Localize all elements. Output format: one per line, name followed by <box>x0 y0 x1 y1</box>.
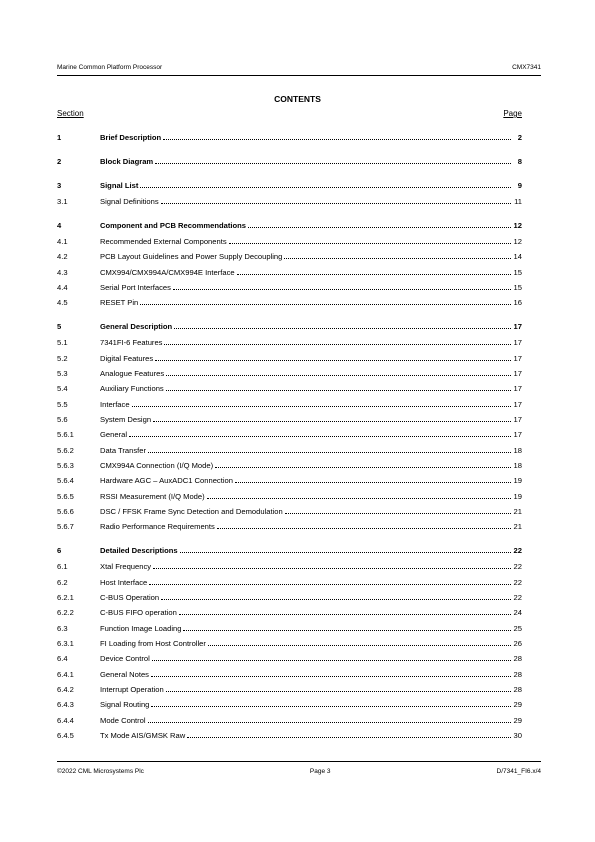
toc-dot-leader <box>129 429 511 437</box>
toc-entry-title[interactable]: Xtal Frequency <box>100 562 152 572</box>
toc-entry[interactable] <box>57 699 522 710</box>
toc-entry[interactable] <box>57 267 522 278</box>
toc-entry-page: 14 <box>513 252 522 262</box>
toc-dot-leader <box>180 545 511 553</box>
toc-dot-leader <box>155 353 511 361</box>
column-headings <box>57 109 522 118</box>
toc-entry-title[interactable]: Signal Routing <box>100 700 150 710</box>
toc-entry-page: 9 <box>517 181 522 190</box>
toc-entry-page: 17 <box>513 399 522 409</box>
toc-entry-page: 28 <box>513 669 522 679</box>
toc-entry-number: 4.4 <box>57 283 68 292</box>
toc-entry-number: 5.6.1 <box>57 430 74 440</box>
page-header <box>57 64 541 76</box>
toc-entry[interactable] <box>57 383 522 394</box>
toc-entry-number: 6.4.1 <box>57 669 74 679</box>
toc-entry-number: 4 <box>57 221 62 230</box>
toc-entry[interactable] <box>57 282 522 293</box>
toc-entry-title[interactable]: Serial Port Interfaces <box>100 283 171 292</box>
toc-entry-number: 6.2.2 <box>57 608 74 618</box>
toc-entry-page: 29 <box>513 715 522 725</box>
toc-entry-title[interactable]: PCB Layout Guidelines and Power Supply Decoupling <box>100 252 283 262</box>
toc-entry[interactable] <box>57 353 522 364</box>
toc-entry-number: 6.4 <box>57 654 68 664</box>
toc-entry-number: 5.1 <box>57 338 68 348</box>
toc-entry-title[interactable]: Analogue Features <box>100 369 165 378</box>
toc-entry[interactable] <box>57 445 522 456</box>
toc-dot-leader <box>164 337 511 345</box>
toc-entry[interactable] <box>57 236 522 247</box>
toc-entry[interactable] <box>57 607 522 618</box>
toc-dot-leader <box>163 132 511 140</box>
toc-entry[interactable] <box>57 156 522 167</box>
toc-entry-number: 4.1 <box>57 237 68 246</box>
toc-entry-title[interactable]: Mode Control <box>100 715 146 725</box>
toc-entry-page: 21 <box>513 522 522 532</box>
toc-entry-number: 6.2.1 <box>57 592 74 602</box>
footer-page-number: Page 3 <box>309 768 331 775</box>
toc-entry-page: 19 <box>513 491 522 501</box>
toc-entry-number: 1 <box>57 133 62 142</box>
toc-dot-leader <box>148 715 511 723</box>
toc-entry-page: 12 <box>513 221 522 230</box>
toc-entry-number: 3 <box>57 181 62 190</box>
toc-dot-leader <box>208 638 511 646</box>
toc-dot-leader <box>140 297 511 305</box>
toc-entry-page: 18 <box>513 445 522 455</box>
toc-entry[interactable] <box>57 684 522 695</box>
toc-entry-page: 2 <box>517 133 522 142</box>
toc-entry-page: 30 <box>513 730 522 740</box>
toc-entry-number: 2 <box>57 157 62 166</box>
toc-dot-leader <box>217 521 511 529</box>
toc-entry-number: 5.3 <box>57 369 68 378</box>
toc-entry-title[interactable]: Interrupt Operation <box>100 684 164 694</box>
toc-entry[interactable] <box>57 196 522 207</box>
toc-entry[interactable] <box>57 297 522 308</box>
toc-entry-page: 19 <box>513 476 522 486</box>
toc-entry-page: 17 <box>513 415 522 424</box>
toc-entry[interactable] <box>57 730 522 741</box>
toc-dot-leader <box>166 368 511 376</box>
toc-entry-page: 22 <box>513 577 522 587</box>
toc-entry-number: 6.4.3 <box>57 700 74 710</box>
toc-entry-page: 11 <box>514 197 522 206</box>
toc-entry-title[interactable]: Tx Mode AIS/GMSK Raw <box>100 730 186 740</box>
toc-dot-leader <box>237 267 511 275</box>
toc-entry-page: 18 <box>513 461 522 470</box>
toc-dot-leader <box>152 653 511 661</box>
toc-entry-number: 5.6.6 <box>57 506 74 516</box>
toc-entry[interactable] <box>57 220 522 231</box>
toc-entry-title[interactable]: RSSI Measurement (I/Q Mode) <box>100 491 205 501</box>
toc-entry-page: 24 <box>513 608 522 618</box>
page-footer <box>57 761 541 775</box>
toc-dot-leader <box>285 506 511 514</box>
toc-entry-title[interactable]: Data Transfer <box>100 445 147 455</box>
toc-entry[interactable] <box>57 506 522 517</box>
toc-entry-number: 5.5 <box>57 399 68 409</box>
toc-dot-leader <box>248 220 511 228</box>
toc-entry-title[interactable]: General Notes <box>100 669 149 679</box>
toc-entry-title[interactable]: RESET Pin <box>100 298 139 308</box>
toc-entry-number: 4.5 <box>57 298 68 308</box>
footer-copyright: ©2022 CML Microsystems Plc <box>57 768 144 775</box>
toc-entry-page: 12 <box>513 237 522 246</box>
toc-entry-title[interactable]: Radio Performance Requirements <box>100 522 215 532</box>
toc-entry-title[interactable]: Hardware AGC – AuxADC1 Connection <box>100 476 233 486</box>
toc-entry-title[interactable]: General <box>100 430 128 440</box>
toc-dot-leader <box>149 577 511 585</box>
toc-entry[interactable] <box>57 653 522 664</box>
toc-entry-number: 6 <box>57 546 62 556</box>
toc-dot-leader <box>166 684 511 692</box>
toc-entry-title[interactable]: Signal Definitions <box>100 197 159 206</box>
toc-entry-number: 5.6.5 <box>57 491 74 501</box>
toc-entry-page: 16 <box>513 298 522 308</box>
toc-entry-number: 4.2 <box>57 252 68 262</box>
toc-entry-number: 6.3 <box>57 623 68 633</box>
toc-entry[interactable] <box>57 337 522 348</box>
toc-entry-title[interactable]: C-BUS FIFO operation <box>100 608 177 618</box>
toc-entry-number: 5.6.2 <box>57 445 74 455</box>
toc-entry[interactable] <box>57 321 522 332</box>
toc-entry-page: 17 <box>513 430 522 440</box>
toc-entry-page: 28 <box>513 684 522 694</box>
toc-dot-leader <box>207 491 511 499</box>
toc-entry-page: 17 <box>513 384 522 394</box>
toc-entry-title[interactable]: Recommended External Components <box>100 237 227 246</box>
toc-entry[interactable] <box>57 545 522 556</box>
toc-dot-leader <box>284 251 511 259</box>
header-product-name: Marine Common Platform Processor <box>57 64 163 71</box>
toc-entry-title[interactable]: Digital Features <box>100 353 154 363</box>
toc-entry[interactable] <box>57 715 522 726</box>
toc-entry-title[interactable]: Brief Description <box>100 133 162 142</box>
toc-dot-leader <box>187 730 511 738</box>
toc-entry-number: 5.2 <box>57 353 68 363</box>
toc-dot-leader <box>132 399 511 407</box>
toc-entry-page: 22 <box>513 592 522 602</box>
toc-entry-title[interactable]: CMX994/CMX994A/CMX994E Interface <box>100 267 235 277</box>
toc-entry-number: 6.3.1 <box>57 638 74 648</box>
toc-entry-number: 3.1 <box>57 197 68 206</box>
toc-entry[interactable] <box>57 180 522 191</box>
toc-entry-number: 6.4.2 <box>57 684 74 694</box>
toc-entry[interactable] <box>57 592 522 603</box>
toc-dot-leader <box>173 282 511 290</box>
toc-entry[interactable] <box>57 561 522 572</box>
toc-dot-leader <box>148 445 511 453</box>
toc-entry-page: 17 <box>513 338 522 348</box>
toc-dot-leader <box>174 321 511 329</box>
toc-entry-number: 6.1 <box>57 562 68 572</box>
toc-dot-leader <box>179 607 511 615</box>
toc-entry[interactable] <box>57 251 522 262</box>
toc-entry[interactable] <box>57 521 522 532</box>
toc-entry-page: 17 <box>513 353 522 363</box>
toc-entry-page: 22 <box>513 546 522 556</box>
toc-dot-leader <box>183 623 511 631</box>
toc-entry-title[interactable]: CMX994A Connection (I/Q Mode) <box>100 461 214 470</box>
toc-entry-page: 22 <box>513 562 522 572</box>
toc-dot-leader <box>161 196 511 204</box>
toc-entry-title[interactable]: General Description <box>100 322 173 332</box>
toc-entry-page: 17 <box>513 369 522 378</box>
toc-entry-page: 8 <box>517 157 522 166</box>
toc-entry[interactable] <box>57 429 522 440</box>
toc-dot-leader <box>140 180 511 188</box>
toc-entry-number: 5.6 <box>57 415 68 424</box>
toc-entry-title[interactable]: DSC / FFSK Frame Sync Detection and Demodulation <box>100 506 283 516</box>
toc-entry[interactable] <box>57 623 522 634</box>
toc-dot-leader <box>155 156 511 164</box>
toc-entry-title[interactable]: 7341FI-6 Features <box>100 338 163 348</box>
toc-entry-page: 17 <box>513 322 522 332</box>
toc-entry[interactable] <box>57 414 522 425</box>
toc-entry[interactable] <box>57 132 522 143</box>
toc-entry-title[interactable]: Signal List <box>100 181 139 190</box>
toc-entry-page: 25 <box>513 623 522 633</box>
toc-entry[interactable] <box>57 491 522 502</box>
toc-entry-page: 26 <box>513 638 522 648</box>
toc-entry-title[interactable]: Interface <box>100 399 130 409</box>
toc-entry-title[interactable]: Function Image Loading <box>100 623 182 633</box>
toc-entry-title[interactable]: System Design <box>100 415 152 424</box>
footer-document-id: D/7341_FI6.x/4 <box>496 768 541 775</box>
toc-entry-number: 5.4 <box>57 384 68 394</box>
toc-entry-title[interactable]: Block Diagram <box>100 157 154 166</box>
toc-entry-title[interactable]: FI Loading from Host Controller <box>100 638 206 648</box>
toc-entry-number: 6.4.4 <box>57 715 74 725</box>
toc-entry[interactable] <box>57 577 522 588</box>
toc-dot-leader <box>166 383 511 391</box>
toc-dot-leader <box>153 414 511 422</box>
toc-dot-leader <box>151 669 511 677</box>
toc-entry-page: 15 <box>513 283 522 292</box>
toc-entry-title[interactable]: C-BUS Operation <box>100 592 160 602</box>
toc-dot-leader <box>153 561 511 569</box>
section-column-heading: Section <box>57 109 84 118</box>
toc-dot-leader <box>235 475 511 483</box>
toc-entry-number: 5.6.4 <box>57 476 74 486</box>
toc-entry-page: 15 <box>513 267 522 277</box>
toc-entry-title[interactable]: Device Control <box>100 654 150 664</box>
toc-entry-title[interactable]: Detailed Descriptions <box>100 546 178 556</box>
contents-title: CONTENTS <box>274 94 321 104</box>
toc-entry-page: 28 <box>513 654 522 664</box>
toc-entry-page: 21 <box>513 506 522 516</box>
toc-dot-leader <box>151 699 511 707</box>
toc-entry[interactable] <box>57 638 522 649</box>
toc-dot-leader <box>229 236 511 244</box>
toc-entry-page: 29 <box>513 700 522 710</box>
toc-entry[interactable] <box>57 475 522 486</box>
toc-entry-number: 5.6.7 <box>57 522 74 532</box>
toc-dot-leader <box>215 460 511 468</box>
toc-entry-number: 5 <box>57 322 62 332</box>
toc-entry-title[interactable]: Host Interface <box>100 577 148 587</box>
toc-entry-title[interactable]: Auxiliary Functions <box>100 384 164 394</box>
page-column-heading: Page <box>503 109 522 118</box>
toc-entry[interactable] <box>57 399 522 410</box>
toc-entry-number: 4.3 <box>57 267 68 277</box>
toc-entry-number: 5.6.3 <box>57 461 74 470</box>
toc-entry[interactable] <box>57 368 522 379</box>
toc-entry-number: 6.4.5 <box>57 730 74 740</box>
toc-entry[interactable] <box>57 669 522 680</box>
toc-entry-number: 6.2 <box>57 577 68 587</box>
header-part-number: CMX7341 <box>512 64 541 71</box>
toc-dot-leader <box>161 592 511 600</box>
toc-entry[interactable] <box>57 460 522 471</box>
toc-entry-title[interactable]: Component and PCB Recommendations <box>100 221 246 230</box>
